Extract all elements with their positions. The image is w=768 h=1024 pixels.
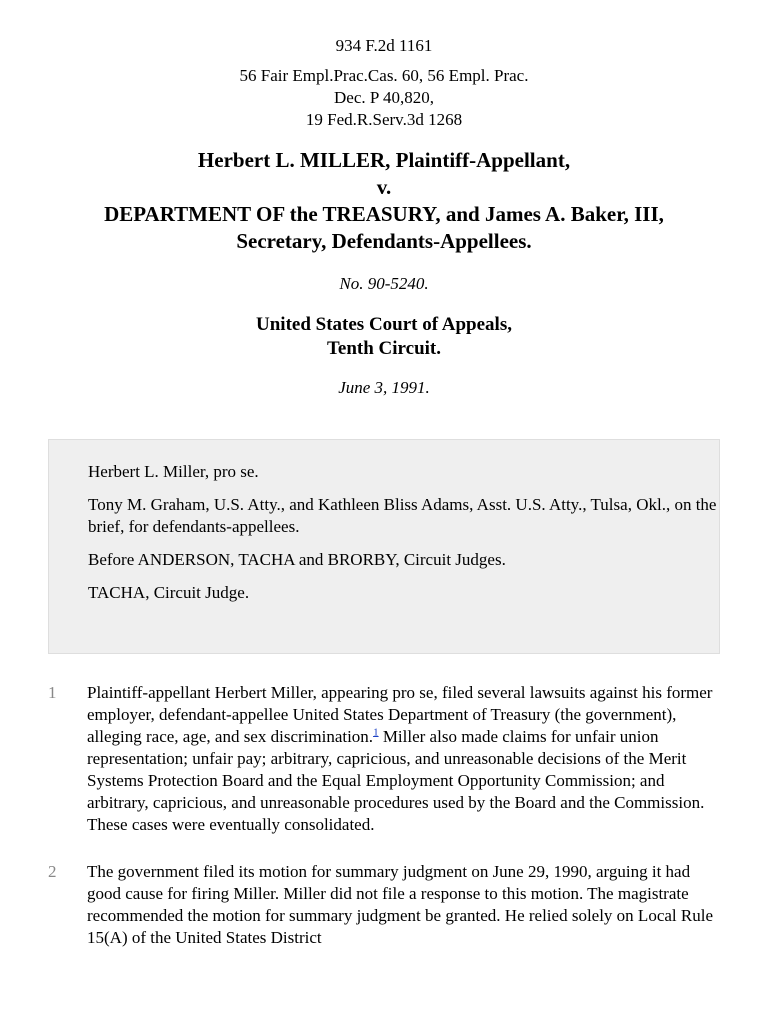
panel-judges: Before ANDERSON, TACHA and BRORBY, Circuit Judges. (88, 550, 506, 569)
reporter-line: Dec. P 40,820, (334, 88, 434, 107)
plaintiff-line: Herbert L. MILLER, Plaintiff-Appellant, (197, 148, 571, 172)
court-name (0, 313, 768, 361)
decision-date: June 3, 1991. (338, 378, 430, 397)
opinion-body (0, 682, 768, 974)
defendant-line: DEPARTMENT OF the TREASURY, and James A. Baker, III, (104, 202, 664, 226)
case-header (0, 0, 768, 399)
opinion-paragraph (0, 861, 768, 949)
footnote-link[interactable]: 1 (373, 726, 379, 739)
counsel-appellant: Herbert L. Miller, pro se. (88, 462, 259, 481)
reporter-line: 56 Fair Empl.Prac.Cas. 60, 56 Empl. Prac. (239, 66, 529, 85)
reporter-citations (0, 65, 768, 131)
paragraph-text: The government filed its motion for summary judgment on June 29, 1990, arguing it had good cause for firing Miller. Miller did not file a response to this motion. The magistrate recommended the motion for summary judgment be granted. He relied solely on Local Rule 15(A) of the United States District (87, 862, 713, 947)
docket-number: No. 90-5240. (339, 274, 429, 293)
opinion-paragraph (0, 682, 768, 836)
case-citation: 934 F.2d 1161 (335, 36, 433, 55)
versus-line: v. (376, 175, 392, 199)
paragraph-number: 1 (48, 683, 57, 702)
counsel-panel (48, 439, 720, 654)
court-line: United States Court of Appeals, (256, 314, 512, 335)
defendant-line-cont: Secretary, Defendants-Appellees. (236, 229, 532, 253)
reporter-line: 19 Fed.R.Serv.3d 1268 (305, 110, 463, 129)
case-parties (0, 147, 768, 255)
paragraph-number: 2 (48, 862, 57, 881)
paragraph-text-part: Plaintiff-appellant Herbert Miller, appearing pro se, filed several lawsuits against his former employer, defendant-appellee United States Department of Treasury (the government), alleging race, age, and sex discrimination. (87, 683, 713, 746)
authoring-judge: TACHA, Circuit Judge. (88, 583, 250, 602)
counsel-appellees: Tony M. Graham, U.S. Atty., and Kathleen Bliss Adams, Asst. U.S. Atty., Tulsa, Okl., on the brief, for defendants-appellees. (88, 495, 717, 536)
court-circuit: Tenth Circuit. (326, 338, 442, 359)
paragraph-text-part: Miller also made claims for unfair union representation; unfair pay; arbitrary, capricious, and unreasonable decisions of the Merit Systems Protection Board and the Equal Employment Opportunity Commission; and arbitrary, capricious, and unreasonable procedures used by the Board and the Commission. These cases were eventually consolidated. (87, 727, 705, 834)
paragraph-text (87, 682, 723, 836)
